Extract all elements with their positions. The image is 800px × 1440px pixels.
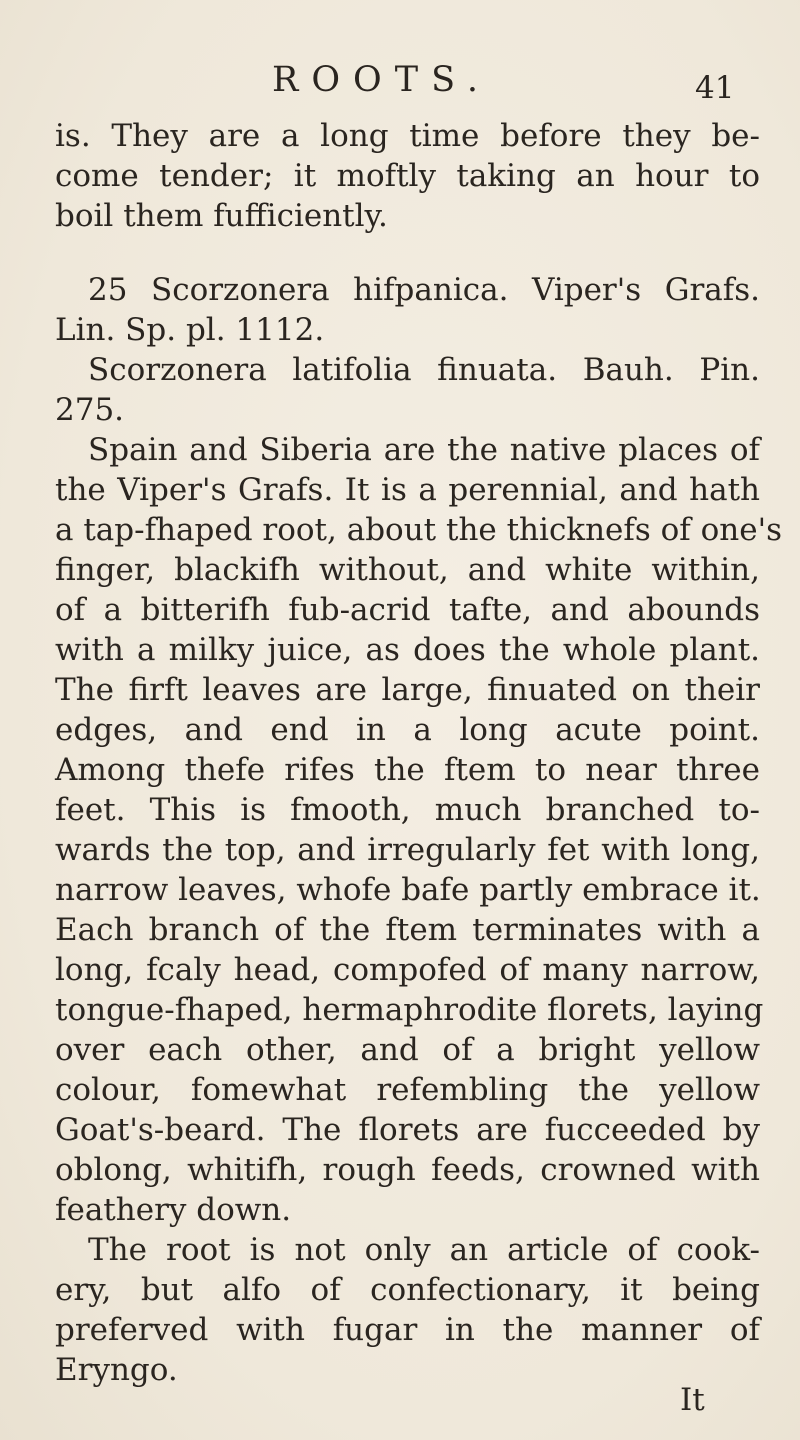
- text-line: The root is not only an article of cook-: [88, 1232, 760, 1268]
- text-line: over each other, and of a bright yellow: [55, 1032, 760, 1068]
- text-line: 275.: [55, 392, 125, 428]
- text-line: Each branch of the ftem terminates with a: [55, 912, 760, 948]
- text-line: come tender; it moftly taking an hour to: [55, 158, 760, 194]
- text-line: of a bitterifh fub-acrid tafte, and abounds: [55, 592, 760, 628]
- text-line: boil them fufficiently.: [55, 198, 388, 234]
- catchword: It: [680, 1382, 705, 1418]
- text-line: Goat's-beard. The florets are fucceeded by: [55, 1112, 760, 1148]
- text-line: preferved with fugar in the manner of: [55, 1312, 760, 1348]
- text-line: feet. This is fmooth, much branched to-: [55, 792, 760, 828]
- text-line: oblong, whitifh, rough feeds, crowned with: [55, 1152, 760, 1188]
- text-line: a tap-fhaped root, about the thicknefs of one's: [55, 512, 783, 548]
- text-line: ery, but alfo of confectionary, it being: [55, 1272, 760, 1308]
- text-line: the Viper's Grafs. It is a perennial, and hath: [55, 472, 760, 508]
- page-number: 41: [695, 70, 735, 106]
- text-line: Scorzonera latifolia finuata. Bauh. Pin.: [88, 352, 760, 388]
- text-line: long, fcaly head, compofed of many narrow,: [55, 952, 760, 988]
- text-line: tongue-fhaped, hermaphrodite florets, laying: [55, 992, 764, 1028]
- text-line: finger, blackifh without, and white within,: [55, 552, 760, 588]
- page-header: [0, 58, 800, 118]
- running-head: ROOTS.: [272, 60, 491, 100]
- text-line: wards the top, and irregularly fet with long,: [55, 832, 760, 868]
- text-line: edges, and end in a long acute point.: [55, 712, 760, 748]
- text-line: colour, fomewhat refembling the yellow: [55, 1072, 760, 1108]
- text-line: is. They are a long time before they be-: [55, 118, 760, 154]
- text-line: Spain and Siberia are the native places of: [88, 432, 760, 468]
- text-line: Among thefe rifes the ftem to near three: [55, 752, 760, 788]
- text-line: 25 Scorzonera hifpanica. Viper's Grafs.: [88, 272, 760, 308]
- text-line: The firft leaves are large, finuated on their: [55, 672, 760, 708]
- text-line: with a milky juice, as does the whole plant.: [55, 632, 760, 668]
- text-line: feathery down.: [55, 1192, 292, 1228]
- text-line: Lin. Sp. pl. 1112.: [55, 312, 325, 348]
- text-line: narrow leaves, whofe bafe partly embrace it.: [55, 872, 761, 908]
- paragraph-gap: [55, 236, 760, 270]
- body-text: [55, 116, 783, 1390]
- text-line: Eryngo.: [55, 1352, 178, 1388]
